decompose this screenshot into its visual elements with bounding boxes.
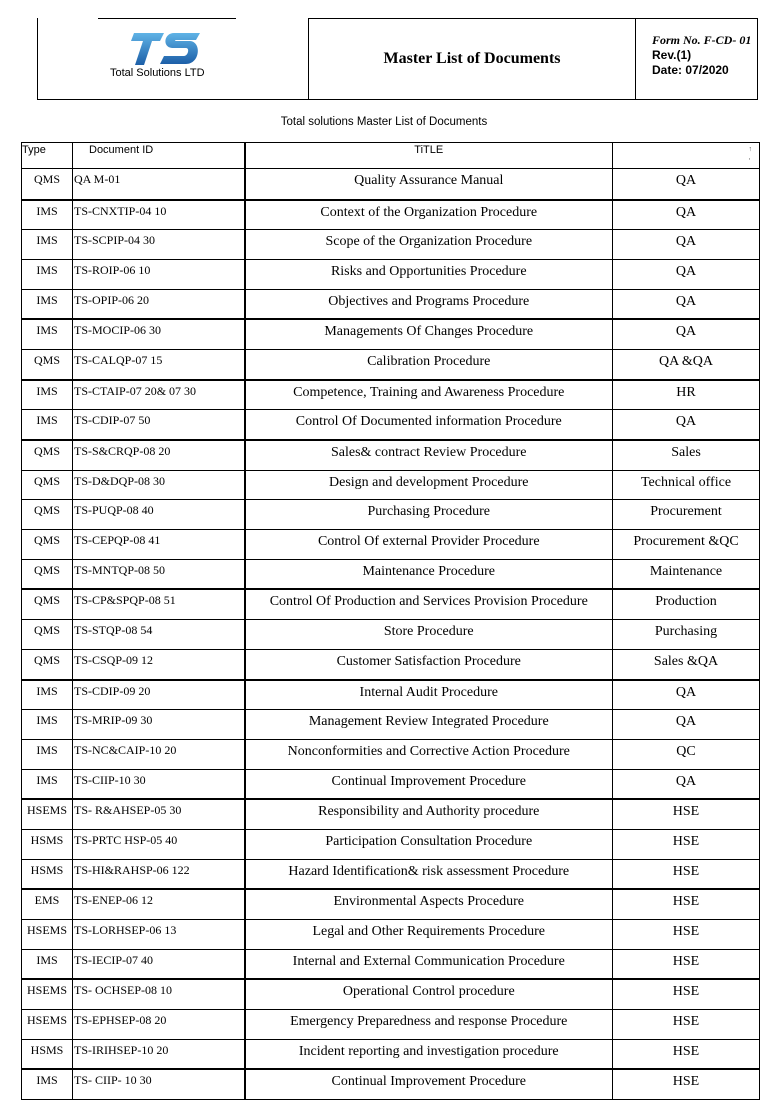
cell-type: HSEMS [22, 979, 73, 1009]
cell-owner: QA [613, 230, 760, 260]
cell-owner: HSE [613, 1010, 760, 1040]
table-row [22, 559, 760, 589]
cell-title: Internal Audit Procedure [245, 680, 613, 710]
cell-document-id: TS-CDIP-09 20 [73, 680, 245, 710]
column-header-title: TiTLE [245, 143, 613, 169]
cell-document-id: TS-PUQP-08 40 [73, 500, 245, 530]
header-border-gap-left [38, 17, 98, 20]
cell-document-id: TS- OCHSEP-08 10 [73, 979, 245, 1009]
cell-owner: HR [613, 380, 760, 410]
table-row [22, 829, 760, 859]
cell-type: QMS [22, 169, 73, 200]
table-row [22, 289, 760, 319]
cell-owner: QA [613, 680, 760, 710]
cell-document-id: TS-OPIP-06 20 [73, 289, 245, 319]
cell-title: Internal and External Communication Procedure [245, 949, 613, 979]
cell-owner: Technical office [613, 470, 760, 500]
table-row [22, 410, 760, 440]
cell-owner: QA [613, 259, 760, 289]
cell-title: Risks and Opportunities Procedure [245, 259, 613, 289]
cell-owner: HSE [613, 829, 760, 859]
cell-title: Management Review Integrated Procedure [245, 710, 613, 740]
cell-owner: Sales [613, 440, 760, 470]
cell-title: Objectives and Programs Procedure [245, 289, 613, 319]
cell-title: Store Procedure [245, 620, 613, 650]
cell-document-id: TS-CDIP-07 50 [73, 410, 245, 440]
cell-title: Maintenance Procedure [245, 559, 613, 589]
cell-document-id: TS-ENEP-06 12 [73, 889, 245, 919]
cell-document-id: TS-ROIP-06 10 [73, 259, 245, 289]
cell-type: QMS [22, 440, 73, 470]
table-row [22, 319, 760, 349]
table-row [22, 230, 760, 260]
cell-document-id: TS-S&CRQP-08 20 [73, 440, 245, 470]
cell-title: Scope of the Organization Procedure [245, 230, 613, 260]
table-row [22, 530, 760, 560]
cell-owner: HSE [613, 1039, 760, 1069]
cell-title: Competence, Training and Awareness Procedure [245, 380, 613, 410]
cell-title: Continual Improvement Procedure [245, 769, 613, 799]
column-marker: ↑ , [748, 146, 752, 161]
cell-type: IMS [22, 410, 73, 440]
cell-owner: QC [613, 739, 760, 769]
cell-type: IMS [22, 289, 73, 319]
cell-owner: Sales &QA [613, 649, 760, 679]
cell-title: Purchasing Procedure [245, 500, 613, 530]
cell-document-id: TS- R&AHSEP-05 30 [73, 799, 245, 829]
cell-document-id: TS-LORHSEP-06 13 [73, 920, 245, 950]
cell-owner: QA &QA [613, 349, 760, 379]
cell-document-id: TS-IRIHSEP-10 20 [73, 1039, 245, 1069]
table-row [22, 739, 760, 769]
column-header-type: Type [22, 143, 73, 169]
table-row [22, 200, 760, 230]
cell-type: IMS [22, 949, 73, 979]
cell-type: QMS [22, 559, 73, 589]
cell-owner: HSE [613, 889, 760, 919]
cell-title: Participation Consultation Procedure [245, 829, 613, 859]
cell-document-id: TS-MRIP-09 30 [73, 710, 245, 740]
cell-document-id: TS-IECIP-07 40 [73, 949, 245, 979]
cell-type: IMS [22, 739, 73, 769]
cell-document-id: TS-CSQP-09 12 [73, 649, 245, 679]
table-row [22, 620, 760, 650]
cell-title: Environmental Aspects Procedure [245, 889, 613, 919]
cell-type: EMS [22, 889, 73, 919]
table-header-row [22, 143, 760, 169]
cell-type: QMS [22, 500, 73, 530]
cell-owner: Procurement &QC [613, 530, 760, 560]
table-row [22, 1069, 760, 1099]
cell-document-id: TS-EPHSEP-08 20 [73, 1010, 245, 1040]
cell-title: Context of the Organization Procedure [245, 200, 613, 230]
cell-owner: HSE [613, 979, 760, 1009]
table-caption: Total solutions Master List of Documents [280, 116, 488, 128]
table-row [22, 470, 760, 500]
cell-type: QMS [22, 620, 73, 650]
cell-title: Incident reporting and investigation procedure [245, 1039, 613, 1069]
cell-type: IMS [22, 380, 73, 410]
revision: Rev.(1) [652, 48, 692, 62]
cell-title: Operational Control procedure [245, 979, 613, 1009]
cell-document-id: QA M-01 [73, 169, 245, 200]
cell-type: HSEMS [22, 1010, 73, 1040]
cell-title: Control Of Production and Services Provision Procedure [245, 589, 613, 619]
cell-document-id: TS-CTAIP-07 20& 07 30 [73, 380, 245, 410]
table-row [22, 920, 760, 950]
table-row [22, 440, 760, 470]
cell-type: QMS [22, 649, 73, 679]
table-row [22, 680, 760, 710]
cell-owner: QA [613, 710, 760, 740]
cell-type: QMS [22, 349, 73, 379]
table-row [22, 649, 760, 679]
document-header [37, 18, 758, 100]
cell-title: Legal and Other Requirements Procedure [245, 920, 613, 950]
table-row [22, 1010, 760, 1040]
cell-owner: HSE [613, 859, 760, 889]
column-header-owner [613, 143, 760, 169]
cell-document-id: TS-CEPQP-08 41 [73, 530, 245, 560]
logo-cell [38, 19, 309, 99]
cell-document-id: TS-HI&RAHSP-06 122 [73, 859, 245, 889]
form-info [636, 19, 757, 99]
cell-title: Control Of external Provider Procedure [245, 530, 613, 560]
cell-title: Control Of Documented information Procedure [245, 410, 613, 440]
table-row [22, 169, 760, 200]
cell-document-id: TS- CIIP- 10 30 [73, 1069, 245, 1099]
cell-title: Customer Satisfaction Procedure [245, 649, 613, 679]
table-row [22, 349, 760, 379]
cell-owner: QA [613, 769, 760, 799]
cell-title: Continual Improvement Procedure [245, 1069, 613, 1099]
table-row [22, 710, 760, 740]
cell-title: Emergency Preparedness and response Procedure [245, 1010, 613, 1040]
table-row [22, 799, 760, 829]
cell-title: Sales& contract Review Procedure [245, 440, 613, 470]
table-row [22, 769, 760, 799]
cell-owner: HSE [613, 949, 760, 979]
cell-owner: QA [613, 200, 760, 230]
table-row [22, 859, 760, 889]
table-row [22, 259, 760, 289]
cell-type: IMS [22, 680, 73, 710]
document-title: Master List of Documents [309, 19, 636, 99]
table-row [22, 949, 760, 979]
cell-type: IMS [22, 259, 73, 289]
cell-document-id: TS-CALQP-07 15 [73, 349, 245, 379]
cell-type: IMS [22, 1069, 73, 1099]
form-number: Form No. F-CD- 01 [652, 33, 752, 47]
cell-type: HSMS [22, 1039, 73, 1069]
table-row [22, 889, 760, 919]
cell-type: IMS [22, 710, 73, 740]
cell-document-id: TS-PRTC HSP-05 40 [73, 829, 245, 859]
cell-document-id: TS-MOCIP-06 30 [73, 319, 245, 349]
table-row [22, 500, 760, 530]
cell-type: QMS [22, 470, 73, 500]
cell-document-id: TS-CP&SPQP-08 51 [73, 589, 245, 619]
cell-type: QMS [22, 530, 73, 560]
column-header-document-id: Document ID [73, 143, 245, 169]
cell-title: Calibration Procedure [245, 349, 613, 379]
cell-type: HSMS [22, 859, 73, 889]
cell-type: IMS [22, 319, 73, 349]
cell-type: IMS [22, 769, 73, 799]
cell-document-id: TS-SCPIP-04 30 [73, 230, 245, 260]
cell-owner: QA [613, 319, 760, 349]
cell-type: QMS [22, 589, 73, 619]
table-row [22, 589, 760, 619]
cell-title: Nonconformities and Corrective Action Procedure [245, 739, 613, 769]
cell-document-id: TS-STQP-08 54 [73, 620, 245, 650]
cell-owner: Purchasing [613, 620, 760, 650]
cell-title: Hazard Identification& risk assessment Procedure [245, 859, 613, 889]
header-border-gap-right [236, 17, 308, 20]
cell-type: IMS [22, 230, 73, 260]
cell-document-id: TS-MNTQP-08 50 [73, 559, 245, 589]
documents-table [21, 142, 760, 1100]
table-row [22, 380, 760, 410]
cell-title: Responsibility and Authority procedure [245, 799, 613, 829]
company-logo-icon [130, 29, 208, 67]
cell-document-id: TS-CIIP-10 30 [73, 769, 245, 799]
table-row [22, 1039, 760, 1069]
cell-document-id: TS-CNXTIP-04 10 [73, 200, 245, 230]
cell-document-id: TS-NC&CAIP-10 20 [73, 739, 245, 769]
cell-owner: Procurement [613, 500, 760, 530]
cell-type: HSEMS [22, 920, 73, 950]
cell-owner: QA [613, 169, 760, 200]
table-row [22, 979, 760, 1009]
cell-type: IMS [22, 200, 73, 230]
cell-title: Design and development Procedure [245, 470, 613, 500]
cell-owner: HSE [613, 799, 760, 829]
cell-type: HSMS [22, 829, 73, 859]
cell-type: HSEMS [22, 799, 73, 829]
cell-owner: HSE [613, 920, 760, 950]
cell-owner: Production [613, 589, 760, 619]
cell-owner: QA [613, 410, 760, 440]
cell-title: Managements Of Changes Procedure [245, 319, 613, 349]
cell-owner: QA [613, 289, 760, 319]
cell-document-id: TS-D&DQP-08 30 [73, 470, 245, 500]
form-date: Date: 07/2020 [652, 63, 729, 77]
cell-owner: HSE [613, 1069, 760, 1099]
cell-owner: Maintenance [613, 559, 760, 589]
company-name: Total Solutions LTD [110, 67, 205, 79]
cell-title: Quality Assurance Manual [245, 169, 613, 200]
